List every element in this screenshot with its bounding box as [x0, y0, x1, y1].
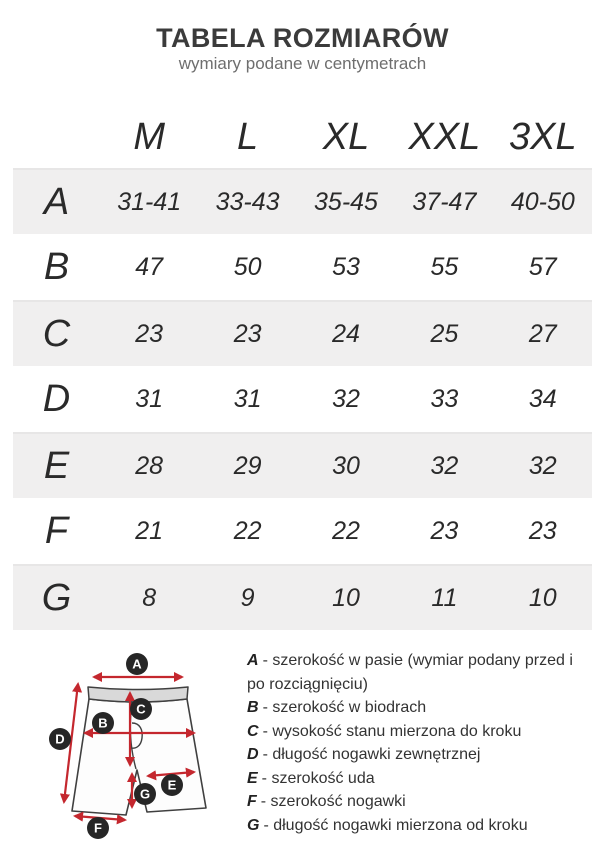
marker-g-label: G — [139, 786, 151, 802]
legend-text: - szerokość w biodrach — [262, 699, 427, 716]
size-value: 57 — [528, 252, 557, 281]
size-value: 55 — [430, 252, 459, 281]
size-value: 23 — [233, 319, 262, 348]
size-value: 33-43 — [215, 187, 280, 216]
legend-item-a — [247, 649, 583, 696]
row-label: B — [43, 245, 70, 288]
size-value: 50 — [233, 252, 262, 281]
marker-d-label: D — [55, 731, 65, 747]
page-subtitle: wymiary podane w centymetrach — [178, 54, 427, 73]
row-label: F — [44, 509, 69, 552]
size-value: 31-41 — [117, 187, 182, 216]
row-label: A — [43, 180, 70, 223]
column-header-xl: XL — [322, 115, 370, 158]
size-value: 29 — [233, 451, 262, 480]
size-value: 28 — [135, 451, 164, 480]
size-value: 30 — [332, 451, 360, 480]
table-row-f — [13, 498, 592, 564]
legend-item-d — [247, 743, 583, 767]
legend-key: E — [247, 769, 258, 787]
size-value: 31 — [233, 384, 262, 413]
size-value: 32 — [430, 451, 459, 480]
marker-d — [49, 728, 71, 750]
marker-b — [92, 712, 114, 734]
legend-item-b — [247, 696, 583, 720]
row-label: C — [42, 312, 71, 355]
marker-c — [130, 698, 152, 720]
size-value: 21 — [135, 516, 164, 545]
marker-c-label: C — [136, 701, 146, 717]
marker-g — [134, 783, 156, 805]
table-row-c — [13, 300, 592, 366]
legend-text: - długość nogawki mierzona od kroku — [263, 816, 528, 834]
table-row-d — [13, 366, 592, 432]
size-value: 35-45 — [314, 187, 378, 216]
marker-f-label: F — [94, 820, 102, 836]
size-value: 24 — [332, 319, 360, 348]
legend-key: B — [247, 699, 259, 716]
legend-key: F — [247, 793, 257, 810]
marker-e — [161, 774, 183, 796]
measurement-legend — [247, 649, 583, 837]
legend-key: D — [247, 746, 259, 763]
column-header-xxl: XXL — [408, 115, 481, 158]
table-header-row — [13, 106, 592, 168]
size-value: 25 — [430, 319, 459, 348]
size-value: 31 — [135, 384, 164, 413]
size-value: 33 — [430, 384, 459, 413]
marker-b-label: B — [98, 715, 108, 731]
column-header-3xl: 3XL — [508, 115, 577, 158]
row-label: E — [43, 444, 70, 487]
size-value: 37-47 — [412, 187, 477, 216]
size-value: 53 — [332, 252, 360, 281]
size-value: 40-50 — [510, 187, 575, 216]
size-value: 47 — [135, 252, 164, 281]
size-value: 32 — [528, 451, 557, 480]
legend-text: - wysokość stanu mierzona do kroku — [262, 722, 522, 740]
table-row-a — [13, 168, 592, 234]
legend-text: - długość nogawki zewnętrznej — [262, 746, 481, 763]
size-value: 11 — [431, 583, 458, 612]
legend-text: - szerokość w pasie (wymiar podany przed i po rozciągnięciu) — [247, 652, 573, 693]
marker-e-label: E — [167, 777, 177, 793]
size-value: 9 — [240, 583, 255, 612]
table-row-g — [13, 564, 592, 630]
column-header-l: L — [237, 115, 259, 158]
shorts-diagram — [10, 645, 240, 850]
size-value: 27 — [528, 319, 557, 348]
legend-key: C — [247, 722, 259, 740]
legend-item-g — [247, 814, 583, 838]
size-value: 22 — [233, 516, 262, 545]
marker-a — [126, 653, 148, 675]
row-label: G — [41, 576, 72, 619]
size-value: 23 — [430, 516, 459, 545]
row-label: D — [42, 377, 71, 420]
legend-item-c — [247, 720, 583, 744]
marker-a-label: A — [132, 656, 142, 672]
legend-item-f — [247, 790, 583, 814]
size-value: 23 — [135, 319, 164, 348]
page-title: TABELA ROZMIARÓW — [156, 23, 449, 53]
size-value: 32 — [332, 384, 360, 413]
legend-key: A — [247, 652, 259, 669]
size-value: 8 — [142, 583, 157, 612]
size-value: 23 — [528, 516, 557, 545]
marker-f — [87, 817, 109, 839]
legend-text: - szerokość nogawki — [260, 793, 406, 810]
table-row-e — [13, 432, 592, 498]
size-value: 10 — [332, 583, 360, 612]
column-header-m: M — [133, 115, 166, 158]
legend-text: - szerokość uda — [261, 769, 375, 787]
size-value: 34 — [528, 384, 557, 413]
size-table — [13, 106, 592, 630]
legend-item-e — [247, 767, 583, 791]
size-value: 10 — [528, 583, 557, 612]
legend-key: G — [247, 816, 260, 834]
table-row-b — [13, 234, 592, 300]
title-block — [0, 23, 605, 74]
size-value: 22 — [332, 516, 360, 545]
